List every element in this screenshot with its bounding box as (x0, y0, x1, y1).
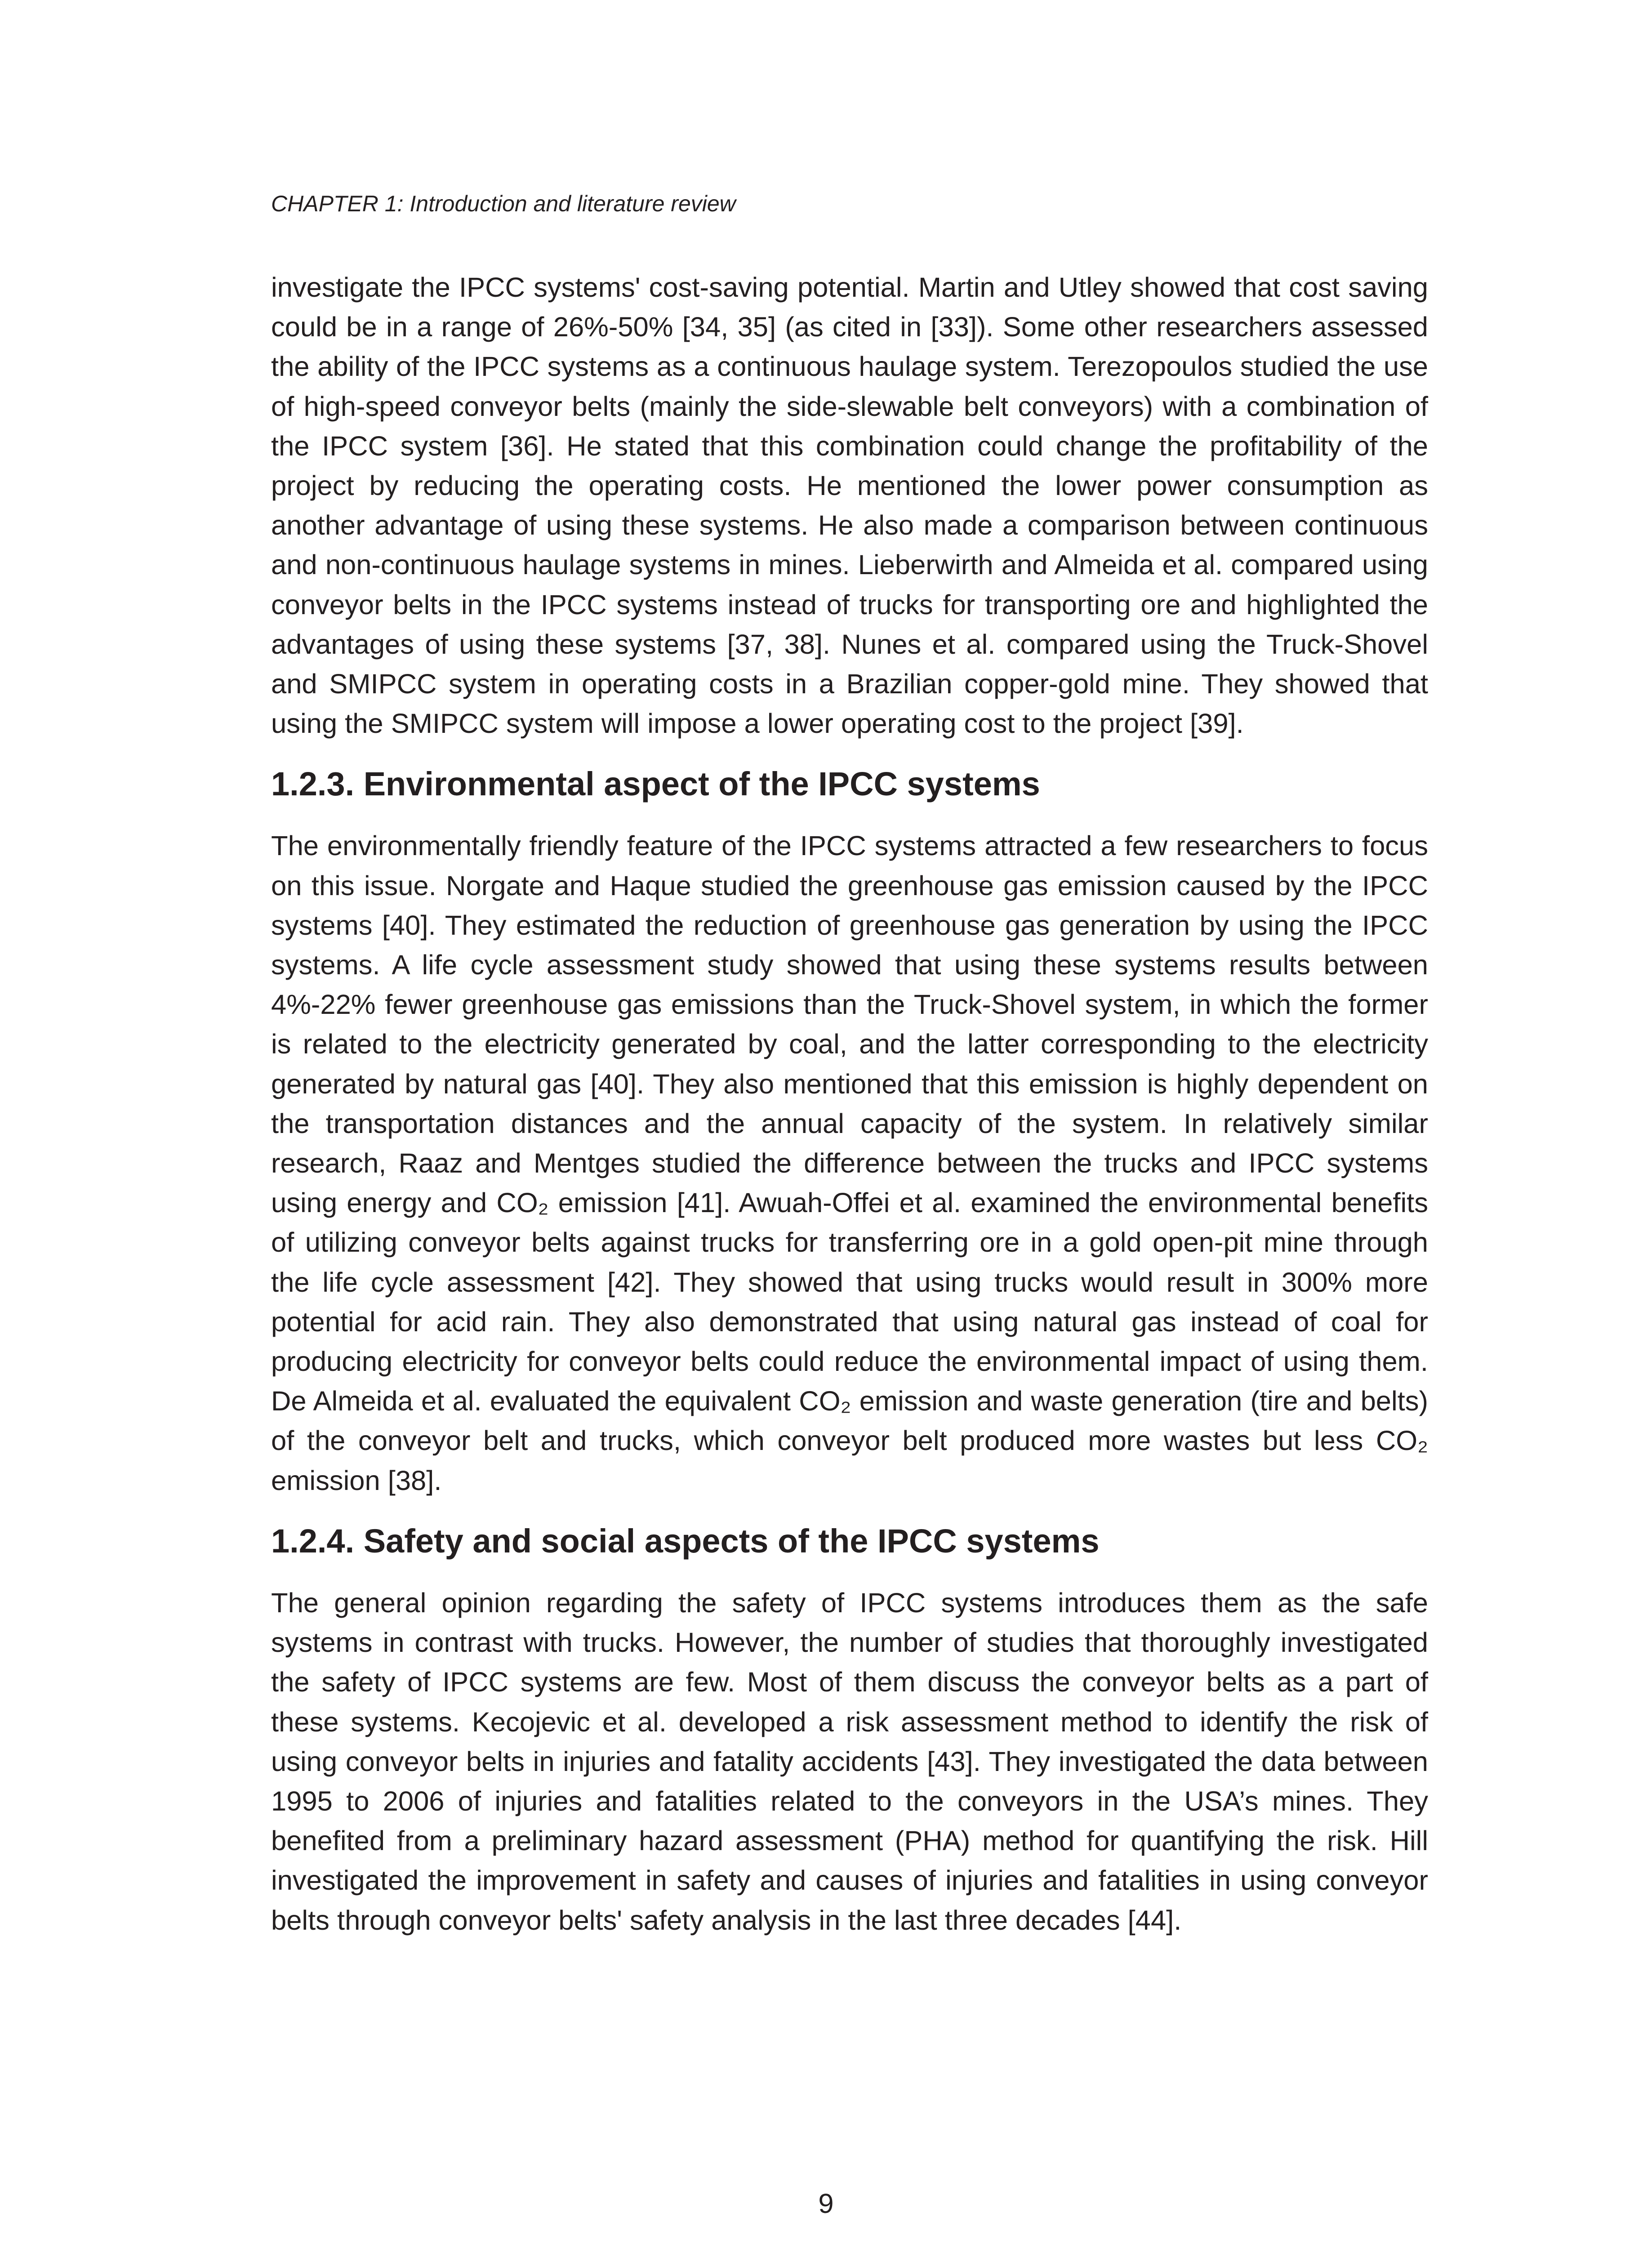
body-paragraph: investigate the IPCC systems' cost-saving potential. Martin and Utley showed that cost saving could be in a range of 26%-50% [34, 35] (as cited in [33]). Some other researchers assessed the ability of the IPCC systems as a continuous haulage system. Terezopoulos studied the use of high-speed conveyor belts (mainly the side-slewable belt conveyors) with a combination of the IPCC system [36]. He stated that this combination could change the profitability of the project by reducing the operating costs. He mentioned the lower power consumption as another advantage of using these systems. He also made a comparison between continuous and non-continuous haulage systems in mines. Lieberwirth and Almeida et al. compared using conveyor belts in the IPCC systems instead of trucks for transporting ore and highlighted the advantages of using these systems [37, 38]. Nunes et al. compared using the Truck-Shovel and SMIPCC system in operating costs in a Brazilian copper-gold mine. They showed that using the SMIPCC system will impose a lower operating cost to the project [39]. (271, 272, 1428, 740)
page-body (271, 268, 1428, 1940)
body-paragraph: The general opinion regarding the safety of IPCC systems introduces them as the safe systems in contrast with trucks. However, the number of studies that thoroughly investigated the safety of IPCC systems are few. Most of them discuss the conveyor belts as a part of these systems. Kecojevic et al. developed a risk assessment method to identify the risk of using conveyor belts in injuries and fatality accidents [43]. They investigated the data between 1995 to 2006 of injuries and fatalities related to the conveyors in the USA’s mines. They benefited from a preliminary hazard assessment (PHA) method for quantifying the risk. Hill investigated the improvement in safety and causes of injuries and fatalities in using conveyor belts through conveyor belts' safety analysis in the last three decades [44]. (271, 1587, 1428, 1936)
section-heading: 1.2.4. Safety and social aspects of the IPCC systems (271, 1522, 1100, 1560)
page-number: 9 (818, 2188, 834, 2219)
body-paragraph: The environmentally friendly feature of the IPCC systems attracted a few researchers to focus on this issue. Norgate and Haque studied the greenhouse gas emission caused by the IPCC systems [40]. They estimated the reduction of greenhouse gas generation by using the IPCC systems. A life cycle assessment study showed that using these systems results between 4%-22% fewer greenhouse gas emissions than the Truck-Shovel system, in which the former is related to the electricity generated by coal, and the latter corresponding to the electricity generated by natural gas [40]. They also mentioned that this emission is highly dependent on the transportation distances and the annual capacity of the system. In relatively similar research, Raaz and Mentges studied the difference between the trucks and IPCC systems using energy and CO₂ emission [41]. Awuah-Offei et al. examined the environmental benefits of utilizing conveyor belts against trucks for transferring ore in a gold open-pit mine through the life cycle assessment [42]. They showed that using trucks would result in 300% more potential for acid rain. They also demonstrated that using natural gas instead of coal for producing electricity for conveyor belts could reduce the environmental impact of using them. De Almeida et al. evaluated the equivalent CO₂ emission and waste generation (tire and belts) of the conveyor belt and trucks, which conveyor belt produced more wastes but less CO₂ emission [38]. (271, 830, 1428, 1496)
section-heading: 1.2.3. Environmental aspect of the IPCC systems (271, 765, 1040, 803)
running-header: CHAPTER 1: Introduction and literature review (271, 191, 736, 216)
